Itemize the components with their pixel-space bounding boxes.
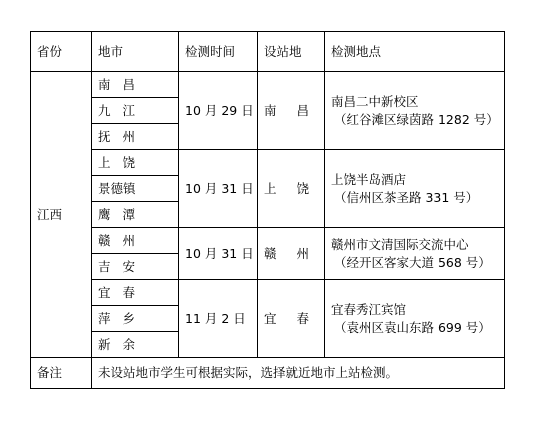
site-cell: 赣州	[258, 228, 325, 280]
location-address: （信州区茶圣路 331 号）	[334, 189, 479, 205]
header-province: 省份	[31, 32, 92, 72]
city-cell: 九江	[92, 98, 179, 124]
date-cell: 10 月 31 日	[179, 228, 258, 280]
location-cell	[325, 280, 505, 358]
city-cell: 吉安	[92, 254, 179, 280]
location-address: （红谷滩区绿茵路 1282 号）	[334, 111, 499, 127]
header-location: 检测地点	[325, 32, 505, 72]
city-cell: 新余	[92, 332, 179, 358]
date-cell: 10 月 29 日	[179, 72, 258, 150]
header-date: 检测时间	[179, 32, 258, 72]
city-cell: 景德镇	[92, 176, 179, 202]
location-cell	[325, 150, 505, 228]
location-name: 赣州市文清国际交流中心	[331, 236, 469, 252]
header-row	[31, 32, 505, 72]
city-cell: 抚州	[92, 124, 179, 150]
header-city: 地市	[92, 32, 179, 72]
date-cell: 10 月 31 日	[179, 150, 258, 228]
city-cell: 上饶	[92, 150, 179, 176]
table-row	[31, 280, 505, 306]
province-cell: 江西	[31, 72, 92, 358]
location-address: （袁州区袁山东路 699 号）	[334, 319, 491, 335]
location-name: 上饶半岛酒店	[331, 171, 407, 187]
location-cell	[325, 72, 505, 150]
table-row	[31, 72, 505, 98]
city-cell: 宜春	[92, 280, 179, 306]
location-name: 南昌二中新校区	[331, 93, 419, 109]
location-name: 宜春秀江宾馆	[331, 301, 407, 317]
notes-label: 备注	[31, 358, 92, 389]
exam-site-table	[30, 31, 505, 389]
location-cell	[325, 228, 505, 280]
city-cell: 南昌	[92, 72, 179, 98]
site-cell: 上饶	[258, 150, 325, 228]
city-cell: 萍乡	[92, 306, 179, 332]
date-cell: 11 月 2 日	[179, 280, 258, 358]
notes-text: 未设站地市学生可根据实际，选择就近地市上站检测。	[92, 358, 505, 389]
location-address: （经开区客家大道 568 号）	[334, 254, 491, 270]
site-cell: 南昌	[258, 72, 325, 150]
city-cell: 赣州	[92, 228, 179, 254]
notes-row	[31, 358, 505, 389]
table-row	[31, 228, 505, 254]
table-row	[31, 150, 505, 176]
site-cell: 宜春	[258, 280, 325, 358]
city-cell: 鹰潭	[92, 202, 179, 228]
header-site: 设站地	[258, 32, 325, 72]
